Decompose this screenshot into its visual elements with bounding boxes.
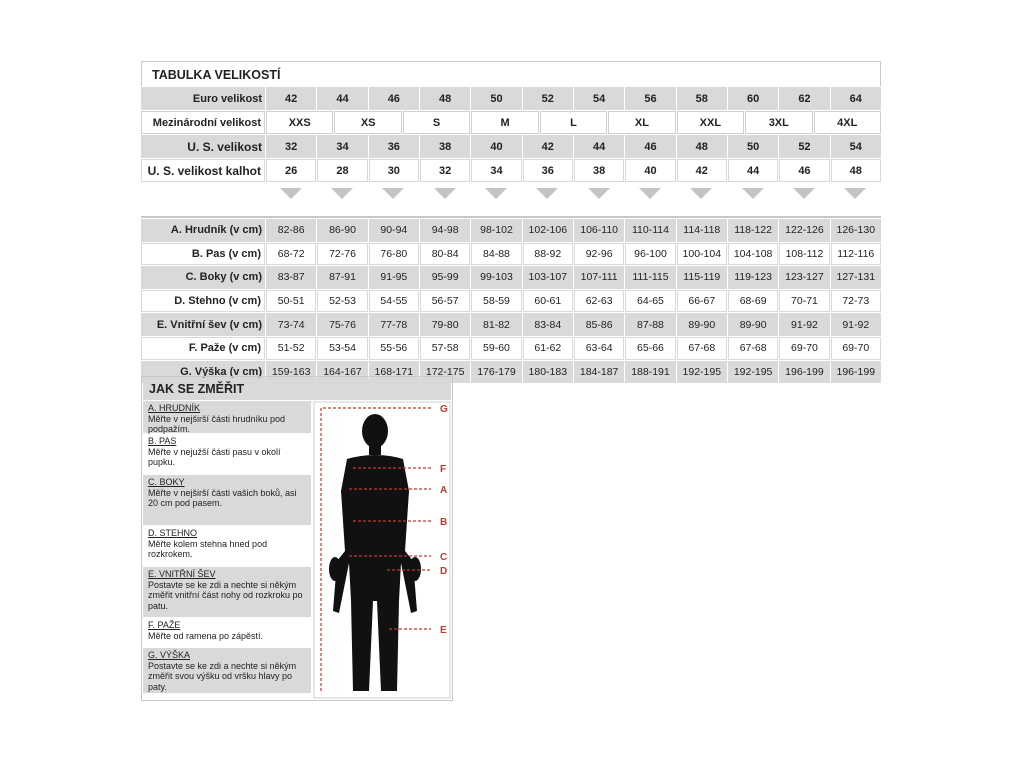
down-arrow-icon [727,188,778,216]
measurement-value: 79-80 [420,313,470,336]
measurement-value: 180-183 [523,361,573,384]
measurement-value: 192-195 [728,361,778,384]
us-size-cell: 32 [266,135,316,158]
us-pants-size-cell: 44 [728,159,778,182]
down-arrow-icon [368,188,419,216]
us-pants-size-cell: 30 [369,159,419,182]
us-pants-size-cell: 32 [420,159,470,182]
measurement-value: 168-171 [369,361,419,384]
measurement-value: 104-108 [728,243,778,266]
us-size-cell: 46 [625,135,675,158]
measurement-value: 87-91 [317,266,367,289]
size-chart [141,61,881,383]
how-to-item-label: F. PAŽE [148,620,181,630]
measurement-value: 51-52 [266,337,316,360]
euro-size-cell: 58 [677,87,727,110]
down-arrows [141,188,881,216]
measurement-value: 55-56 [369,337,419,360]
us-size-cell: 38 [420,135,470,158]
us-pants-size-row [141,159,881,182]
measurement-value: 73-74 [266,313,316,336]
how-to-measure-title: JAK SE ZMĚŘIT [143,378,451,400]
us-size-label: U. S. velikost [141,135,265,158]
measurement-value: 127-131 [831,266,881,289]
measurement-value: 98-102 [471,219,521,242]
intl-size-cell: M [471,111,538,134]
measurement-value: 80-84 [420,243,470,266]
measurement-value: 91-95 [369,266,419,289]
measurement-value: 123-127 [779,266,829,289]
euro-size-row [141,87,881,110]
how-to-item [143,434,311,474]
measurement-value: 82-86 [266,219,316,242]
intl-size-cell: L [540,111,607,134]
intl-size-cell: 4XL [814,111,881,134]
us-pants-size-cell: 46 [779,159,829,182]
size-chart-title: TABULKA VELIKOSTÍ [152,68,281,82]
measurement-value: 196-199 [831,361,881,384]
how-to-item [143,526,311,566]
us-size-cell: 54 [831,135,881,158]
us-pants-size-cell: 28 [317,159,367,182]
us-size-cell: 48 [677,135,727,158]
intl-size-label: Mezinárodní velikost [141,111,265,134]
measurement-value: 159-163 [266,361,316,384]
euro-size-cell: 54 [574,87,624,110]
how-to-item-text: Měřte od ramena po zápěstí. [148,630,264,641]
us-pants-size-cell: 34 [471,159,521,182]
how-to-item-label: B. PAS [148,436,177,446]
measurement-value: 99-103 [471,266,521,289]
measurement-value: 126-130 [831,219,881,242]
how-to-item-text: Postavte se ke zdi a nechte si někým změřit svou výšku od vršku hlavy po paty. [148,660,297,692]
measure-letter: G [440,404,448,415]
measurement-value: 59-60 [471,337,521,360]
down-arrow-icon [419,188,470,216]
measurement-value: 196-199 [779,361,829,384]
measurement-value: 58-59 [471,290,521,313]
measurement-value: 54-55 [369,290,419,313]
measurement-label: E. Vnitřní šev (v cm) [141,313,265,336]
measurement-value: 103-107 [523,266,573,289]
measurement-value: 85-86 [574,313,624,336]
down-arrow-icon [830,188,881,216]
measurement-value: 90-94 [369,219,419,242]
us-size-cell: 40 [471,135,521,158]
us-size-cell: 50 [728,135,778,158]
how-to-item [143,475,311,525]
intl-size-cell: XS [334,111,401,134]
us-pants-size-label: U. S. velikost kalhot [141,159,265,182]
euro-size-cell: 52 [523,87,573,110]
us-size-cell: 42 [523,135,573,158]
measurement-value: 122-126 [779,219,829,242]
measurement-value: 100-104 [677,243,727,266]
measurement-value: 89-90 [728,313,778,336]
measurement-value: 188-191 [625,361,675,384]
us-size-row [141,135,881,158]
measurement-value: 83-87 [266,266,316,289]
measurement-value: 63-64 [574,337,624,360]
intl-size-cell: XL [608,111,675,134]
euro-size-cell: 60 [728,87,778,110]
measurement-value: 66-67 [677,290,727,313]
measurement-value: 67-68 [677,337,727,360]
measurement-label: G. Výška (v cm) [141,361,265,384]
measurement-row [141,290,881,313]
measurement-value: 53-54 [317,337,367,360]
intl-size-row [141,111,881,134]
measurement-value: 62-63 [574,290,624,313]
how-to-item-text: Měřte v nejširší části hrudníku pod podpažím. [148,413,286,434]
measurement-value: 119-123 [728,266,778,289]
measurement-value: 81-82 [471,313,521,336]
measurement-value: 89-90 [677,313,727,336]
measurement-value: 61-62 [523,337,573,360]
euro-size-label: Euro velikost [141,87,265,110]
measurement-value: 114-118 [677,219,727,242]
down-arrow-icon [265,188,316,216]
measurement-value: 95-99 [420,266,470,289]
measure-letter: A [440,485,448,496]
us-pants-size-cell: 36 [523,159,573,182]
measurement-label: D. Stehno (v cm) [141,290,265,313]
measurement-row [141,313,881,336]
measurement-value: 52-53 [317,290,367,313]
measurement-value: 96-100 [625,243,675,266]
measurement-value: 65-66 [625,337,675,360]
measurement-value: 88-92 [523,243,573,266]
measurement-value: 176-179 [471,361,521,384]
measure-letter: D [440,566,448,577]
measurement-value: 118-122 [728,219,778,242]
measurement-value: 72-73 [831,290,881,313]
intl-size-cell: 3XL [745,111,812,134]
how-to-item-label: A. HRUDNÍK [148,403,201,413]
measurement-value: 84-88 [471,243,521,266]
measurement-row [141,266,881,289]
us-pants-size-cell: 40 [625,159,675,182]
us-size-cell: 52 [779,135,829,158]
measurement-value: 50-51 [266,290,316,313]
down-arrow-icon [676,188,727,216]
measurement-value: 112-116 [831,243,881,266]
measurement-value: 86-90 [317,219,367,242]
measurement-value: 57-58 [420,337,470,360]
how-to-measure-panel [141,376,453,701]
measurement-value: 68-72 [266,243,316,266]
how-to-item [143,618,311,647]
measurement-value: 75-76 [317,313,367,336]
measurement-label: F. Paže (v cm) [141,337,265,360]
euro-size-cell: 64 [831,87,881,110]
measurement-value: 164-167 [317,361,367,384]
measurement-value: 106-110 [574,219,624,242]
measurements-table [141,216,881,383]
euro-size-cell: 50 [471,87,521,110]
measurement-value: 91-92 [779,313,829,336]
measurement-value: 115-119 [677,266,727,289]
euro-size-cell: 42 [266,87,316,110]
measurement-value: 68-69 [728,290,778,313]
size-chart-header [141,61,881,86]
down-arrow-icon [470,188,521,216]
measurement-label: A. Hrudník (v cm) [141,219,265,242]
euro-size-cell: 56 [625,87,675,110]
measurement-value: 77-78 [369,313,419,336]
measurement-value: 56-57 [420,290,470,313]
measurement-value: 87-88 [625,313,675,336]
how-to-item-text: Měřte kolem stehna hned pod rozkrokem. [148,538,268,559]
measurement-value: 172-175 [420,361,470,384]
measure-letter: E [440,625,447,636]
how-to-item-label: D. STEHNO [148,528,198,538]
measure-letter: F [440,464,447,475]
intl-size-cell: XXS [266,111,333,134]
measurement-value: 192-195 [677,361,727,384]
measurement-value: 67-68 [728,337,778,360]
measurement-value: 72-76 [317,243,367,266]
measurement-value: 64-65 [625,290,675,313]
how-to-item-text: Postavte se ke zdi a nechte si někým změřit vnitřní část nohy od rozkroku po patu. [148,579,303,611]
measurement-value: 60-61 [523,290,573,313]
how-to-item [143,401,311,433]
intl-size-cell: S [403,111,470,134]
us-size-cell: 34 [317,135,367,158]
measurement-value: 184-187 [574,361,624,384]
euro-size-cell: 44 [317,87,367,110]
us-size-cell: 36 [369,135,419,158]
euro-size-cell: 48 [420,87,470,110]
measurement-value: 107-111 [574,266,624,289]
measurement-value: 70-71 [779,290,829,313]
measurement-value: 91-92 [831,313,881,336]
how-to-item-label: C. BOKY [148,477,185,487]
how-to-item [143,567,311,617]
measurement-label: B. Pas (v cm) [141,243,265,266]
measurement-label: C. Boky (v cm) [141,266,265,289]
us-pants-size-cell: 48 [831,159,881,182]
measurement-row [141,219,881,242]
how-to-item-label: E. VNITŘNÍ ŠEV [148,569,216,579]
euro-size-cell: 62 [779,87,829,110]
measurement-row [141,243,881,266]
measurement-value: 94-98 [420,219,470,242]
measurement-value: 69-70 [779,337,829,360]
measurement-value: 92-96 [574,243,624,266]
us-pants-size-cell: 26 [266,159,316,182]
down-arrow-icon [522,188,573,216]
down-arrow-icon [316,188,367,216]
measurement-value: 102-106 [523,219,573,242]
down-arrow-icon [778,188,829,216]
us-pants-size-cell: 38 [574,159,624,182]
down-arrow-icon [624,188,675,216]
measure-letter: C [440,552,448,563]
measurement-value: 76-80 [369,243,419,266]
us-size-cell: 44 [574,135,624,158]
us-pants-size-cell: 42 [677,159,727,182]
measurement-value: 110-114 [625,219,675,242]
measurement-value: 108-112 [779,243,829,266]
measurement-row [141,337,881,360]
measure-letter: B [440,517,448,528]
how-to-item [143,648,311,693]
down-arrow-icon [573,188,624,216]
measurement-value: 83-84 [523,313,573,336]
measurement-value: 111-115 [625,266,675,289]
how-to-item-text: Měřte v nejširší části vašich boků, asi 20 cm pod pasem. [148,487,297,508]
how-to-item-label: G. VÝŠKA [148,650,191,660]
how-to-item-text: Měřte v nejužší části pasu v okolí pupku. [148,446,281,467]
measurement-value: 69-70 [831,337,881,360]
body-figure-diagram [313,401,451,699]
euro-size-cell: 46 [369,87,419,110]
intl-size-cell: XXL [677,111,744,134]
